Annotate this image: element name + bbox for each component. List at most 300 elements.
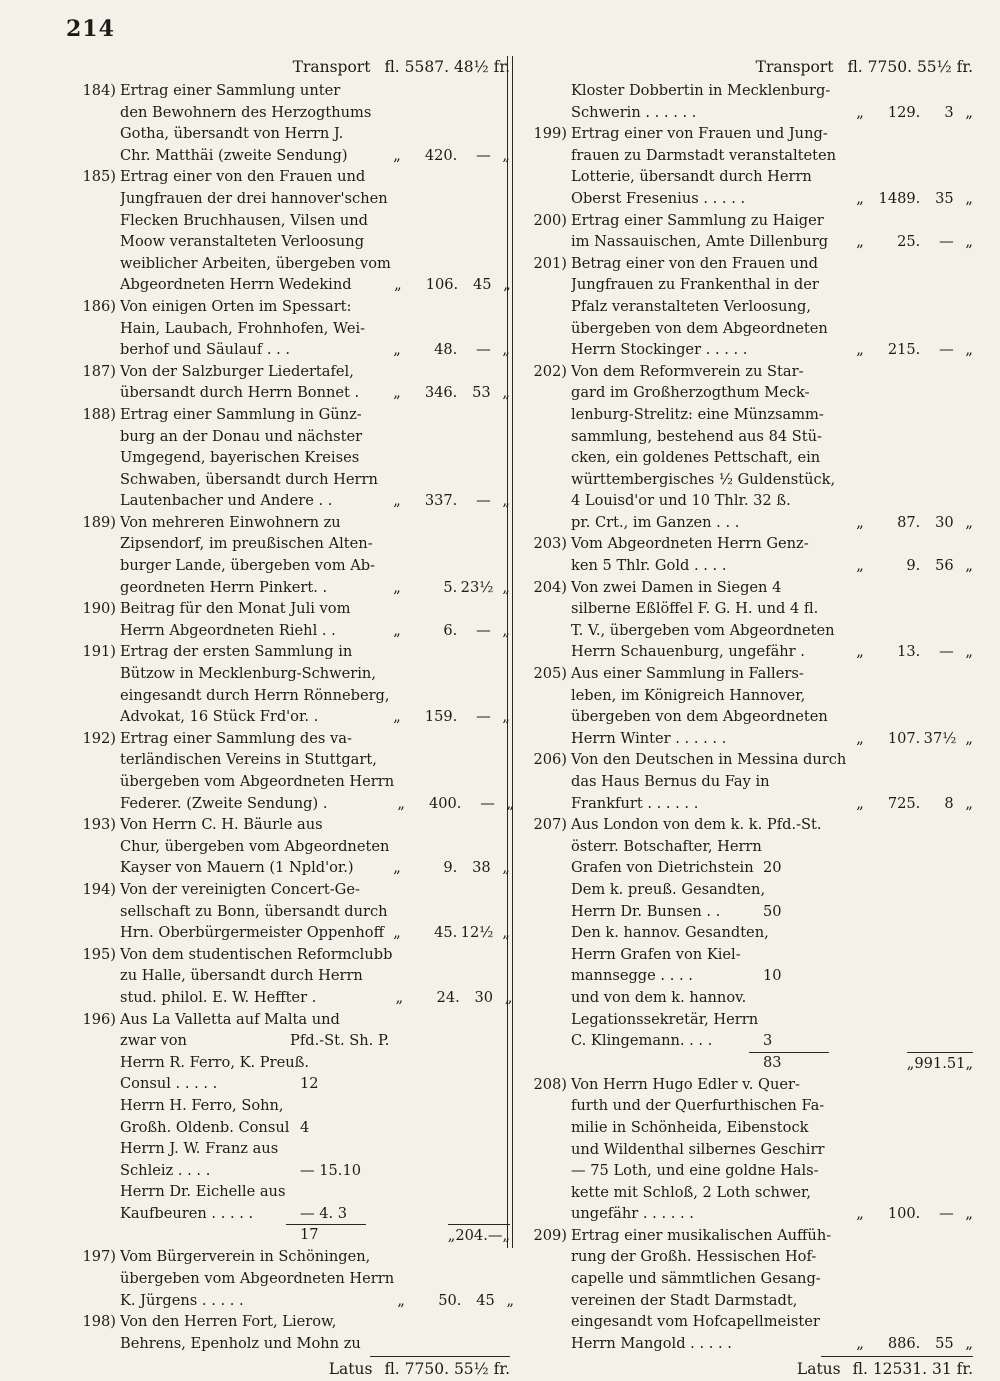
- amount: [853, 188, 973, 210]
- entry-text: [571, 80, 853, 123]
- sub-entry-line: [521, 857, 973, 879]
- amount-kr: —: [939, 341, 954, 359]
- entry-number: 204): [533, 578, 567, 596]
- donation-entry: [70, 879, 510, 944]
- amount-fl: 159.: [424, 708, 458, 726]
- donation-entry: [70, 512, 510, 598]
- latus-line: [521, 1357, 973, 1381]
- entry-line: den Bewohnern des Herzogthums: [120, 103, 372, 121]
- amount-kr: —: [939, 233, 954, 251]
- amount-kr: 23½: [460, 578, 494, 596]
- entry-text: [120, 598, 390, 641]
- close-quote: „: [504, 988, 513, 1006]
- close-quote: „: [965, 341, 973, 359]
- open-quote: „: [856, 794, 864, 812]
- amount: [390, 339, 510, 361]
- close-quote: „: [965, 1334, 973, 1352]
- entry-number: 191): [82, 643, 116, 661]
- entry-line: Jungfrauen der drei hannover'schen: [120, 189, 388, 207]
- entry-number: 190): [82, 600, 116, 618]
- entry-line: lenburg-Strelitz: eine Münzsamm-: [571, 405, 824, 423]
- entry-line: Von Herrn C. H. Bäurle aus: [120, 816, 323, 834]
- close-quote: „: [965, 729, 973, 747]
- open-quote: „: [394, 276, 402, 294]
- entry-text: [571, 663, 853, 749]
- sub-entry-line: [70, 1073, 510, 1095]
- amount: [853, 231, 973, 253]
- entry-line: burg an der Donau und nächster: [120, 427, 363, 445]
- entry-207: [521, 814, 973, 1074]
- donation-entry: [521, 210, 973, 253]
- sub-entry-text: C. Klingemann. . . .: [571, 1032, 713, 1050]
- open-quote: „: [856, 513, 864, 531]
- amount-fl: 45.: [434, 924, 458, 942]
- sub-entry-line: [70, 1095, 510, 1117]
- amount: [853, 339, 973, 361]
- amount: [907, 1052, 973, 1075]
- entry-line: Von der Salzburger Liedertafel,: [120, 362, 354, 380]
- entry-line: Von zwei Damen in Siegen 4: [571, 578, 782, 596]
- sub-entry-text: Schleiz . . . .: [120, 1161, 211, 1179]
- open-quote: „: [393, 578, 401, 596]
- sub-entry-value: 50: [763, 902, 782, 920]
- entry-line: zu Halle, übersandt durch Herrn: [120, 967, 363, 985]
- close-quote: „: [502, 146, 510, 164]
- entry-line: leben, im Königreich Hannover,: [571, 686, 806, 704]
- close-quote: „: [965, 557, 973, 575]
- transport-label: Transport: [755, 58, 834, 76]
- sub-entry-text: Herrn Dr. Bunsen . .: [571, 902, 721, 920]
- close-quote: „: [965, 233, 973, 251]
- entry-number: 201): [533, 254, 567, 272]
- entry-number: 197): [82, 1248, 116, 1266]
- sub-entry-text: Legationssekretär, Herrn: [571, 1010, 759, 1028]
- open-quote: „: [856, 729, 864, 747]
- entry-text: [120, 361, 390, 404]
- amount-kr: —: [939, 1205, 954, 1223]
- entry-line: eingesandt vom Hofcapellmeister: [571, 1313, 820, 1331]
- sub-entry-line: [521, 901, 973, 923]
- amount-kr: —: [476, 492, 491, 510]
- sub-total-line: [521, 1052, 973, 1074]
- entry-line: Vom Abgeordneten Herrn Genz-: [571, 535, 809, 553]
- entry-line: Moow veranstalteten Verloosung: [120, 233, 365, 251]
- transport-line: [521, 56, 973, 78]
- close-quote: „: [502, 621, 510, 639]
- sub-entry-text: Herrn Grafen von Kiel-: [571, 945, 741, 963]
- donation-entry: [70, 1009, 510, 1052]
- entry-line: Advokat, 16 Stück Frd'or. .: [120, 708, 319, 726]
- amount-fl: 24.: [436, 988, 460, 1006]
- sub-entry-text: Consul . . . . .: [120, 1075, 218, 1093]
- amount: [853, 512, 973, 534]
- donation-entry: [70, 598, 510, 641]
- entry-line: Aus La Valletta auf Malta und: [120, 1010, 340, 1028]
- amount-fl: 87.: [897, 513, 921, 531]
- amount-kr: 12½: [460, 924, 494, 942]
- entry-line: gard im Großherzogthum Meck-: [571, 384, 810, 402]
- amount-kr: —: [480, 794, 495, 812]
- entry-line: T. V., übergeben vom Abgeordneten: [571, 621, 835, 639]
- donation-entry: [70, 1246, 515, 1311]
- entry-line: Pfalz veranstalteten Verloosung,: [571, 297, 811, 315]
- right-column: [521, 56, 973, 1381]
- sub-entry-text: Herrn Dr. Eichelle aus: [120, 1183, 286, 1201]
- sub-entry-text: Grafen von Dietrichstein: [571, 859, 754, 877]
- amount-kr: 51: [946, 1054, 966, 1072]
- amount: [390, 857, 510, 879]
- donation-entry: [521, 253, 973, 361]
- amount: [853, 1203, 973, 1225]
- amount-kr: 53: [472, 384, 491, 402]
- entry-list: [70, 80, 515, 1009]
- sub-entry-text: mannsegge . . . .: [571, 967, 693, 985]
- donation-entry: [521, 814, 973, 857]
- sub-entry-text: Großh. Oldenb. Consul: [120, 1118, 290, 1136]
- entry-line: Herrn Schauenburg, ungefähr .: [571, 643, 805, 661]
- sub-total-line: [70, 1224, 510, 1246]
- amount-kr: 37½: [923, 729, 957, 747]
- open-quote: „: [393, 341, 401, 359]
- entry-line: Federer. (Zweite Sendung) .: [120, 794, 328, 812]
- amount-kr: 30: [935, 513, 954, 531]
- open-quote: „: [856, 189, 864, 207]
- entry-line: Chur, übergeben vom Abgeordneten: [120, 837, 390, 855]
- sub-entry-line: [521, 879, 973, 901]
- entry-number: 206): [533, 751, 567, 769]
- entry-line: capelle und sämmtlichen Gesang-: [571, 1270, 821, 1288]
- donation-entry: [521, 80, 973, 123]
- amount-kr: —: [487, 1227, 503, 1245]
- entry-line: übergeben von dem Abgeordneten: [571, 319, 828, 337]
- donation-entry: [70, 944, 513, 1009]
- entry-text: [571, 577, 853, 663]
- donation-entry: [521, 663, 973, 749]
- entry-text: [571, 253, 853, 361]
- left-column: [70, 56, 515, 1381]
- entry-line: Von mehreren Einwohnern zu: [120, 513, 341, 531]
- entry-line: Lautenbacher und Andere . .: [120, 492, 333, 510]
- entry-line: das Haus Bernus du Fay in: [571, 773, 770, 790]
- entry-line: Ertrag der ersten Sammlung in: [120, 643, 353, 661]
- close-quote: „: [965, 189, 973, 207]
- open-quote: „: [856, 341, 864, 359]
- entry-list: [521, 80, 973, 814]
- amount: [853, 728, 973, 750]
- amount: [853, 102, 973, 124]
- entry-line: Aus einer Sammlung in Fallers-: [571, 665, 804, 683]
- open-quote: „: [856, 103, 864, 121]
- entry-line: Von den Deutschen in Messina durch: [571, 751, 847, 769]
- sub-entry-text: Dem k. preuß. Gesandten,: [571, 880, 766, 898]
- entry-line: Von den Herren Fort, Lierow,: [120, 1313, 337, 1331]
- currency-heading: Pfd.-St. Sh. P.: [290, 1032, 390, 1050]
- sub-entry-line: [521, 1030, 973, 1052]
- sub-total-rule: [286, 1224, 366, 1225]
- entry-line: Gotha, übersandt von Herrn J.: [120, 125, 344, 143]
- open-quote: „: [395, 988, 404, 1006]
- donation-entry: [521, 533, 973, 576]
- entry-number: 200): [533, 211, 567, 229]
- open-quote: „: [906, 1054, 915, 1072]
- entry-text: [120, 1009, 390, 1052]
- entry-line: kette mit Schloß, 2 Loth schwer,: [571, 1183, 812, 1201]
- sub-entry-value: 20: [763, 859, 782, 877]
- entry-text: [571, 361, 853, 534]
- amount-kr: 45: [472, 276, 492, 294]
- entry-line: ungefähr . . . . . .: [571, 1205, 694, 1223]
- entry-line: Ertrag einer Sammlung in Günz-: [120, 405, 362, 423]
- amount-fl: 991.: [914, 1054, 947, 1072]
- entry-text: [120, 641, 390, 727]
- close-quote: „: [965, 513, 973, 531]
- entry-line: Oberst Fresenius . . . . .: [571, 189, 746, 207]
- entry-line: übergeben vom Abgeordneten Herrn: [120, 773, 395, 790]
- donation-entry: [521, 749, 973, 814]
- entry-line: Flecken Bruchhausen, Vilsen und: [120, 211, 369, 229]
- entry-line: Herrn Abgeordneten Riehl . .: [120, 621, 336, 639]
- amount: [390, 577, 510, 599]
- entry-number: 188): [82, 405, 116, 423]
- entry-line: Schwerin . . . . . .: [571, 103, 697, 121]
- sub-entry-value: — 15.10: [300, 1161, 362, 1179]
- entry-line: terländischen Vereins in Stuttgart,: [120, 751, 377, 769]
- entry-line: Von der vereinigten Concert-Ge-: [120, 880, 360, 898]
- amount-fl: 1489.: [878, 189, 921, 207]
- latus-amount: fl. 7750. 55½ fr.: [384, 1360, 510, 1379]
- entry-line: übersandt durch Herrn Bonnet .: [120, 384, 360, 402]
- open-quote: „: [447, 1227, 456, 1245]
- entry-line: ken 5 Thlr. Gold . . . .: [571, 557, 727, 575]
- entry-line: Hrn. Oberbürgermeister Oppenhoff: [120, 924, 384, 942]
- open-quote: „: [393, 621, 401, 639]
- entry-number: 184): [82, 82, 116, 99]
- amount: [390, 382, 510, 404]
- entry-196: [70, 1009, 510, 1247]
- open-quote: „: [393, 492, 401, 510]
- close-quote: „: [965, 794, 973, 812]
- amount-fl: 6.: [443, 621, 458, 639]
- entry-line: Betrag einer von den Frauen und: [571, 254, 818, 272]
- open-quote: „: [393, 146, 401, 164]
- amount: [390, 490, 510, 512]
- entry-text: [571, 1074, 853, 1225]
- close-quote: „: [506, 794, 515, 812]
- donation-entry: [521, 361, 973, 534]
- sub-entry-line: [70, 1117, 510, 1139]
- entry-line: Kloster Dobbertin in Mecklenburg-: [571, 82, 831, 99]
- entry-line: burger Lande, übergeben vom Ab-: [120, 557, 376, 575]
- entry-number: 196): [82, 1010, 116, 1028]
- page-number: 214: [66, 16, 115, 42]
- amount: [853, 641, 973, 663]
- entry-line: eingesandt durch Herrn Rönneberg,: [120, 686, 390, 704]
- entry-number: 189): [82, 513, 116, 531]
- amount-fl: 204.: [455, 1227, 488, 1245]
- entry-text: [120, 512, 390, 598]
- donation-entry: [70, 404, 510, 512]
- close-quote: „: [503, 276, 511, 294]
- open-quote: „: [856, 643, 864, 661]
- amount: [853, 555, 973, 577]
- amount-fl: 886.: [887, 1334, 921, 1352]
- entry-line: K. Jürgens . . . . .: [120, 1291, 244, 1309]
- sub-entry-value: 3: [763, 1032, 773, 1050]
- amount-kr: 56: [935, 557, 954, 575]
- open-quote: „: [393, 384, 401, 402]
- entry-line: Frankfurt . . . . . .: [571, 794, 699, 812]
- open-quote: „: [856, 557, 864, 575]
- entry-line: Bützow in Mecklenburg-Schwerin,: [120, 665, 376, 683]
- close-quote: „: [965, 1205, 973, 1223]
- entry-text: [571, 814, 853, 857]
- entry-line: furth und der Querfurthischen Fa-: [571, 1097, 825, 1115]
- open-quote: „: [393, 708, 401, 726]
- entry-text: [571, 1225, 853, 1355]
- entry-line: Von Herrn Hugo Edler v. Quer-: [571, 1075, 800, 1093]
- donation-entry: [70, 296, 510, 361]
- transport-line: [70, 56, 510, 78]
- close-quote: „: [506, 1291, 515, 1309]
- entry-number: 198): [82, 1313, 116, 1331]
- entry-line: Aus London von dem k. k. Pfd.-St.: [571, 816, 822, 834]
- sub-entry-line: [521, 1009, 973, 1031]
- sub-entry-value: 4: [300, 1118, 310, 1136]
- sub-entry-line: [521, 987, 973, 1009]
- amount-fl: 725.: [887, 794, 921, 812]
- donation-entry: [70, 814, 510, 879]
- amount-fl: 400.: [428, 794, 462, 812]
- entry-line: Jungfrauen zu Frankenthal in der: [571, 276, 819, 294]
- amount-kr: 55: [935, 1334, 954, 1352]
- entry-line: Beitrag für den Monat Juli vom: [120, 600, 351, 618]
- close-quote: „: [502, 492, 510, 510]
- entry-line: Schwaben, übersandt durch Herrn: [120, 470, 378, 488]
- entry-text: [571, 533, 853, 576]
- close-quote: „: [502, 578, 510, 596]
- entry-number: 203): [533, 535, 567, 553]
- sub-entry-text: Den k. hannov. Gesandten,: [571, 924, 769, 942]
- entry-line: Umgegend, bayerischen Kreises: [120, 449, 360, 467]
- entry-line: Ertrag einer von Frauen und Jung-: [571, 125, 828, 143]
- entry-text: [120, 1311, 390, 1354]
- entry-line: Von einigen Orten im Spessart:: [120, 297, 352, 315]
- sub-entry-line: [70, 1052, 510, 1074]
- amount-fl: 13.: [897, 643, 921, 661]
- amount-fl: 9.: [443, 859, 458, 877]
- sub-total-value: 17: [300, 1226, 319, 1244]
- latus-label: Latus: [328, 1360, 373, 1379]
- amount-fl: 9.: [906, 557, 921, 575]
- entry-number: 208): [533, 1075, 567, 1093]
- close-quote: „: [502, 859, 510, 877]
- amount-fl: 129.: [887, 103, 921, 121]
- entry-text: [571, 749, 853, 814]
- donation-entry: [70, 641, 510, 727]
- open-quote: „: [393, 924, 401, 942]
- close-quote: „: [965, 103, 973, 121]
- entry-line: sellschaft zu Bonn, übersandt durch: [120, 902, 388, 920]
- amount-kr: 3: [944, 103, 954, 121]
- sub-entry-line: [70, 1138, 510, 1160]
- sub-entry-text: Kaufbeuren . . . . .: [120, 1204, 254, 1222]
- entry-text: [120, 166, 391, 296]
- close-quote: „: [502, 1227, 510, 1245]
- amount-fl: 50.: [438, 1291, 462, 1309]
- transport-label: Transport: [292, 58, 371, 76]
- entry-line: rung der Großh. Hessischen Hof-: [571, 1248, 817, 1266]
- entry-number: 193): [82, 816, 116, 834]
- entry-line: Hain, Laubach, Frohnhofen, Wei-: [120, 319, 366, 337]
- amount-kr: 38: [472, 859, 491, 877]
- open-quote: „: [856, 1334, 864, 1352]
- donation-entry: [70, 728, 515, 814]
- close-quote: „: [965, 1054, 973, 1072]
- amount-kr: —: [939, 643, 954, 661]
- entry-list-after: [521, 1074, 973, 1355]
- entry-line: Herrn Mangold . . . . .: [571, 1334, 732, 1352]
- transport-amount: fl. 5587. 48½ fr.: [384, 58, 510, 76]
- amount: [394, 793, 514, 815]
- amount-kr: 30: [474, 988, 494, 1006]
- entry-number: 187): [82, 362, 116, 380]
- latus-label: Latus: [796, 1360, 841, 1379]
- amount-kr: 45: [476, 1291, 495, 1309]
- amount-fl: 106.: [425, 276, 459, 294]
- sub-entry-text: Herrn H. Ferro, Sohn,: [120, 1096, 284, 1114]
- entry-line: Kayser von Mauern (1 Npld'or.): [120, 859, 354, 877]
- transport-amount: fl. 7750. 55½ fr.: [847, 58, 973, 76]
- entry-line: geordneten Herrn Pinkert. .: [120, 578, 328, 596]
- amount: [390, 145, 510, 167]
- donation-entry: [521, 123, 973, 209]
- sub-entry-value: 10: [763, 967, 782, 985]
- sub-entry-line: [521, 944, 973, 966]
- close-quote: „: [502, 708, 510, 726]
- amount-kr: —: [476, 146, 491, 164]
- entry-line: berhof und Säulauf . . .: [120, 341, 291, 359]
- entry-line: weiblicher Arbeiten, übergeben vom: [120, 254, 391, 272]
- donation-entry: [521, 577, 973, 663]
- latus-amount: fl. 12531. 31 fr.: [852, 1360, 973, 1379]
- entry-line: sammlung, bestehend aus 84 Stü-: [571, 427, 822, 445]
- latus-line: [70, 1357, 510, 1381]
- amount-kr: —: [476, 621, 491, 639]
- entry-line: im Nassauischen, Amte Dillenburg: [571, 233, 829, 251]
- entry-line: übergeben vom Abgeordneten Herrn: [120, 1270, 395, 1288]
- entry-text: [120, 728, 394, 814]
- close-quote: „: [965, 643, 973, 661]
- entry-text: [120, 296, 390, 361]
- entry-line: Ertrag einer Sammlung zu Haiger: [571, 211, 824, 229]
- donation-entry: [70, 166, 510, 296]
- amount-fl: 25.: [897, 233, 921, 251]
- entry-line: Vom Bürgerverein in Schöningen,: [120, 1248, 371, 1266]
- entry-line: Herrn Stockinger . . . . .: [571, 341, 748, 359]
- close-quote: „: [502, 384, 510, 402]
- entry-line: übergeben von dem Abgeordneten: [571, 708, 828, 726]
- amount-fl: 346.: [424, 384, 458, 402]
- sub-entry-line: [521, 922, 973, 944]
- entry-line: silberne Eßlöffel F. G. H. und 4 fl.: [571, 600, 819, 618]
- entry-line: zwar von: [120, 1032, 187, 1050]
- entry-number: 195): [82, 945, 116, 963]
- sub-total-rule: [749, 1052, 829, 1053]
- sub-entry-line: [70, 1181, 510, 1203]
- entry-line: Von dem studentischen Reformclubb: [120, 945, 393, 963]
- amount: [394, 1290, 514, 1312]
- amount: [390, 706, 510, 728]
